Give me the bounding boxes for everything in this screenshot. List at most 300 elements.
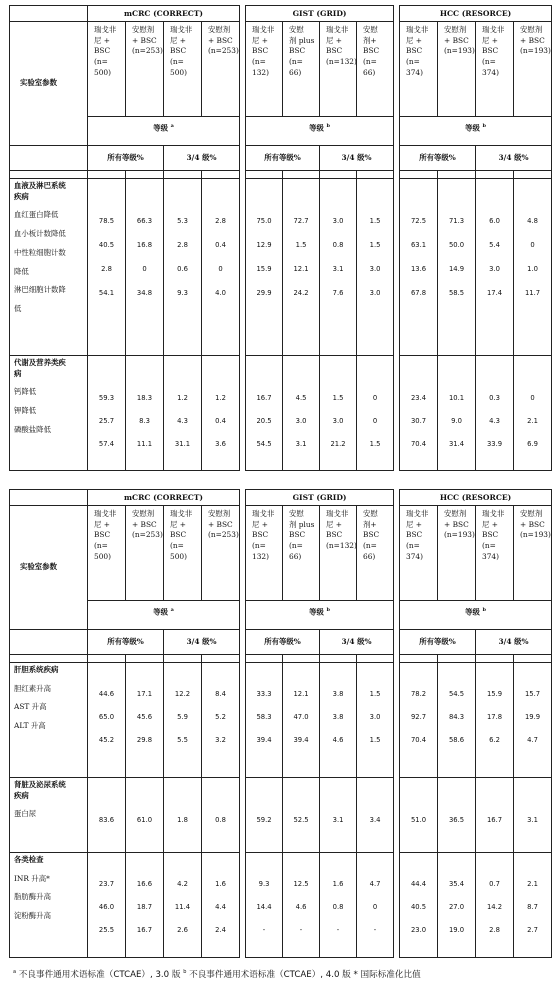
table-cell-value: 2.1 — [527, 416, 538, 425]
value-col-5 — [283, 179, 320, 356]
arm-header-line: (n= — [289, 541, 303, 551]
spacer-cell — [202, 655, 240, 663]
grade34-header: 3/4 级% — [164, 630, 240, 655]
table-cell-value: 4.5 — [295, 394, 307, 402]
grade34-header: 3/4 级% — [476, 630, 552, 655]
section-title-gap — [14, 801, 84, 809]
value-col-1 — [126, 853, 164, 958]
value-col-0 — [88, 663, 126, 778]
arm-header-line: 瑞戈非 — [482, 25, 505, 34]
table-cell-value: 15.9 — [256, 264, 272, 273]
table-cell-value: 9.3 — [177, 288, 188, 297]
value-col-3 — [202, 778, 240, 853]
spacer-cell — [514, 171, 552, 179]
header-row-arms — [10, 22, 552, 117]
table-cell-value: 44.4 — [410, 880, 427, 888]
value-col-5 — [283, 778, 320, 853]
table-cell-value: 52.5 — [293, 816, 309, 824]
value-col-5 — [283, 356, 320, 471]
table-cell-value: 6.9 — [527, 439, 538, 448]
value-spacer — [479, 358, 510, 394]
value-spacer — [205, 358, 236, 394]
arm-header-line: (n=193) — [520, 530, 551, 540]
table-cell-value: - — [262, 925, 266, 934]
param-label: 降低 — [14, 266, 29, 276]
table-cell-value: 61.0 — [136, 816, 153, 824]
arm-header-line: 安慰剂 — [444, 25, 467, 34]
section-title: 病 — [14, 368, 22, 378]
section-row — [10, 778, 552, 853]
value-spacer — [403, 358, 434, 394]
arm-header-line: (n= — [363, 57, 377, 67]
table-cell-value: 58.5 — [448, 288, 465, 297]
arm-header-line: (n=253) — [132, 530, 163, 540]
arm-header-line: + BSC — [208, 35, 233, 45]
table-cell-value: 1.5 — [369, 735, 381, 744]
arm-header-line: (n=132) — [326, 541, 357, 551]
value-col-2 — [164, 853, 202, 958]
arm-header-line: (n=253) — [132, 46, 163, 56]
arm-header-line: BSC — [326, 46, 343, 56]
arm-header-line: 瑞戈非 — [326, 509, 349, 518]
table-cell-value: 71.3 — [448, 217, 465, 225]
table-cell-value: 5.5 — [177, 735, 188, 744]
value-col-10 — [476, 853, 514, 958]
value-spacer — [205, 181, 236, 217]
arm-header-line: + BSC — [132, 35, 157, 45]
arm-header-line: 安慰剂 — [132, 25, 155, 34]
group-title-gist: GIST (GRID) — [246, 490, 394, 506]
spacer-cell — [164, 655, 202, 663]
table-cell-value: 4.2 — [177, 880, 188, 888]
arm-header-line: (n= — [482, 57, 496, 67]
footnote-mark-b: b — [183, 969, 187, 976]
arm-header-line: BSC — [289, 530, 306, 540]
arm-header-line: (n= — [289, 57, 303, 67]
table-cell-value: 17.4 — [486, 288, 503, 297]
spacer-cell — [88, 171, 126, 179]
grade-header-mcrc — [88, 601, 240, 630]
value-spacer — [167, 855, 198, 880]
value-spacer — [360, 181, 390, 217]
value-spacer — [249, 855, 279, 880]
spacer-cell — [164, 171, 202, 179]
all-grades-header: 所有等级% — [246, 146, 320, 171]
spacer-row — [10, 655, 552, 663]
section-row — [10, 179, 552, 356]
table-cell-value: 33.9 — [486, 439, 503, 448]
grade34-header: 3/4 级% — [320, 630, 394, 655]
grade-label: 等级 — [153, 123, 168, 133]
value-col-4 — [246, 853, 283, 958]
header-row-percent — [10, 146, 552, 171]
table-cell-value: 23.0 — [410, 925, 427, 934]
section-label-1 — [10, 356, 88, 471]
table-cell-value: 3.1 — [295, 439, 307, 448]
spacer-cell — [246, 655, 283, 663]
table-cell-value: 14.2 — [486, 902, 503, 911]
section-label-0 — [10, 663, 88, 778]
value-col-2 — [164, 356, 202, 471]
table-cell-value: 16.6 — [136, 880, 153, 888]
table-cell-value: 3.0 — [332, 416, 344, 425]
table-cell-value: 15.7 — [524, 690, 541, 698]
table-cell-value: 4.3 — [489, 416, 500, 425]
param-label: 钾降低 — [14, 406, 37, 416]
section-row — [10, 663, 552, 778]
table-cell-value: 24.2 — [293, 288, 309, 297]
table-cell-value: 19.9 — [524, 712, 541, 721]
table-cell-value: 3.2 — [215, 735, 226, 744]
table-cell-value: 15.9 — [486, 690, 503, 698]
arm-header-line: BSC — [363, 46, 380, 56]
value-col-9 — [438, 663, 476, 778]
table-cell-value: 1.5 — [369, 217, 381, 225]
value-col-1 — [126, 356, 164, 471]
arm-header-line: 132) — [252, 551, 270, 561]
section-title: 肝胆系统疾病 — [14, 665, 59, 674]
value-spacer — [286, 665, 316, 690]
spacer-cell — [320, 171, 357, 179]
table-cell-value: 8.7 — [527, 902, 538, 911]
table-cell-value: 11.1 — [136, 439, 153, 448]
arm-header-line: BSC — [406, 530, 423, 540]
table-cell-value: 92.7 — [410, 712, 427, 721]
header-row-grade — [10, 117, 552, 146]
arm-header-line: + BSC — [132, 519, 157, 529]
value-col-0 — [88, 179, 126, 356]
table-cell-value: 2.6 — [177, 925, 188, 934]
table-cell-value: 30.7 — [410, 416, 427, 425]
table-cell-value: 0.8 — [332, 240, 344, 249]
table-cell-value: 0.3 — [489, 394, 500, 402]
value-spacer — [91, 181, 122, 217]
table-cell-value: 25.5 — [98, 925, 115, 934]
arm-header-line: 尼 + — [94, 35, 110, 45]
grade34-header: 3/4 级% — [476, 146, 552, 171]
table-cell-value: 66.3 — [136, 217, 153, 225]
table-cell-value: 54.5 — [256, 439, 272, 448]
table-cell-value: 10.1 — [448, 394, 465, 402]
table-cell-value: 45.2 — [98, 735, 115, 744]
table-cell-value: 2.8 — [101, 264, 112, 273]
table-cell-value: 12.1 — [293, 690, 309, 698]
table-cell-value: 9.0 — [451, 416, 462, 425]
value-col-11 — [514, 179, 552, 356]
arm-header-line: 374) — [482, 551, 500, 561]
value-spacer — [323, 780, 353, 816]
table-cell-value: 2.4 — [215, 925, 226, 934]
arm-header-line: 尼 + — [326, 519, 342, 529]
arm-header-line: 尼 + — [252, 35, 268, 45]
value-col-3 — [202, 853, 240, 958]
table-cell-value: 29.8 — [136, 735, 153, 744]
table-cell-value: 50.0 — [448, 240, 465, 249]
percent-corner — [10, 630, 88, 655]
arm-header-line: (n=132) — [326, 57, 357, 67]
arm-header-line: (n= — [482, 541, 496, 551]
table-cell-value: 11.7 — [524, 288, 541, 297]
table-cell-value: 54.5 — [448, 690, 465, 698]
arm-header-line: 瑞戈非 — [406, 509, 429, 518]
header-corner — [10, 6, 88, 22]
grade-label: 等级 — [309, 607, 324, 617]
table-cell-value: 3.4 — [369, 816, 381, 824]
table-cell-value: 84.3 — [448, 712, 465, 721]
section-title-gap — [14, 866, 84, 874]
spacer-cell — [10, 655, 88, 663]
value-col-5 — [283, 853, 320, 958]
arm-header-line: 安慰 — [363, 509, 378, 518]
table-cell-value: 36.5 — [448, 816, 465, 824]
arm-header-line: 尼 + — [170, 35, 186, 45]
table-cell-value: 18.3 — [136, 394, 153, 402]
table-cell-value: 0.8 — [332, 902, 344, 911]
arm-header-line: (n= — [252, 541, 266, 551]
grade34-header: 3/4 级% — [164, 146, 240, 171]
value-spacer — [205, 665, 236, 690]
table-cell-value: 1.5 — [369, 240, 381, 249]
arm-header-line: (n= — [170, 57, 184, 67]
group-title-hcc: HCC (RESORCE) — [400, 490, 552, 506]
value-spacer — [91, 665, 122, 690]
grade-header-hcc — [400, 601, 552, 630]
table-cell-value: 58.6 — [448, 735, 465, 744]
table-cell-value: 1.8 — [177, 816, 188, 824]
footnote-text-a: 不良事件通用术语标准（CTCAE）, 3.0 版 — [16, 970, 184, 980]
table-cell-value: 45.6 — [136, 712, 153, 721]
value-spacer — [360, 780, 390, 816]
table-cell-value: 17.8 — [486, 712, 503, 721]
value-spacer — [517, 665, 548, 690]
header-row-percent — [10, 630, 552, 655]
arm-header-line: (n=193) — [444, 530, 475, 540]
arm-header-line: 132) — [252, 67, 270, 77]
param-label: AST 升高 — [14, 702, 47, 712]
spacer-cell — [400, 171, 438, 179]
arm-header-line: 尼 + — [406, 35, 422, 45]
arm-header-line: 安慰 — [289, 509, 304, 518]
table-cell-value: 40.5 — [98, 240, 115, 249]
table-cell-value: 3.0 — [295, 416, 307, 425]
header-corner — [10, 490, 88, 506]
table-cell-value: 0.4 — [215, 240, 226, 249]
value-col-11 — [514, 853, 552, 958]
value-col-6 — [320, 853, 357, 958]
value-spacer — [286, 780, 316, 816]
table-cell-value: 4.4 — [215, 902, 226, 911]
value-col-11 — [514, 356, 552, 471]
value-spacer — [205, 855, 236, 880]
arm-header-line: 瑞戈非 — [482, 509, 505, 518]
table-cell-value: 18.7 — [136, 902, 153, 911]
value-spacer — [517, 780, 548, 816]
arm-header-line: BSC — [170, 46, 187, 56]
header-row-groups — [10, 6, 552, 22]
table-cell-value: 2.8 — [215, 217, 226, 225]
value-spacer — [129, 665, 160, 690]
arm-header-line: 尼 + — [170, 519, 186, 529]
header-row-grade — [10, 601, 552, 630]
param-label: 钙降低 — [14, 387, 37, 397]
table-cell-value: 83.6 — [98, 816, 115, 824]
arm-header-line: BSC — [482, 530, 499, 540]
arm-header-line: 安慰剂 — [208, 509, 231, 518]
table-cell-value: 8.4 — [215, 690, 226, 698]
grade-mark: b — [326, 123, 330, 129]
table-cell-value: 8.3 — [139, 416, 150, 425]
value-spacer — [91, 358, 122, 394]
grade-mark: a — [170, 607, 174, 613]
table-cell-value: 5.4 — [489, 240, 500, 249]
grade-header-gist — [246, 117, 394, 146]
spacer-cell — [357, 655, 394, 663]
arm-header-mcrc-1 — [126, 22, 164, 117]
arm-header-hcc-1 — [438, 506, 476, 601]
table-cell-value: 5.2 — [215, 712, 226, 721]
value-col-1 — [126, 663, 164, 778]
arm-header-line: 尼 + — [406, 519, 422, 529]
arm-header-line: 安慰 — [289, 25, 304, 34]
table-cell-value: 35.4 — [448, 880, 465, 888]
table-cell-value: 19.0 — [448, 925, 465, 934]
arm-header-line: (n=253) — [208, 530, 239, 540]
arm-header-line: BSC — [94, 530, 111, 540]
lab-table-part-1 — [9, 5, 552, 471]
section-title: 代谢及营养类疾 — [14, 358, 66, 367]
section-row — [10, 356, 552, 471]
arm-header-line: BSC — [482, 46, 499, 56]
all-grades-header: 所有等级% — [88, 146, 164, 171]
footnote-text-b: 不良事件通用术语标准（CTCAE）, 4.0 版 * 国际标准化比值 — [186, 970, 421, 980]
table-cell-value: 39.4 — [293, 735, 309, 744]
value-spacer — [91, 855, 122, 880]
table-cell-value: 4.0 — [215, 288, 226, 297]
arm-header-line: (n= — [94, 541, 108, 551]
table-cell-value: 12.2 — [174, 690, 191, 698]
value-col-7 — [357, 356, 394, 471]
table-cell-value: 46.0 — [98, 902, 115, 911]
arm-header-line: + BSC — [444, 35, 469, 45]
value-col-9 — [438, 179, 476, 356]
table-cell-value: 14.4 — [256, 902, 272, 911]
value-col-6 — [320, 179, 357, 356]
arm-header-gist-1 — [283, 506, 320, 601]
table-cell-value: 59.3 — [98, 394, 115, 402]
spacer-cell — [438, 171, 476, 179]
arm-header-line: 瑞戈非 — [252, 25, 275, 34]
spacer-row — [10, 171, 552, 179]
value-spacer — [129, 181, 160, 217]
value-spacer — [441, 780, 472, 816]
value-spacer — [167, 181, 198, 217]
grade34-header: 3/4 级% — [320, 146, 394, 171]
param-label: 低 — [14, 304, 22, 314]
section-title-gap — [14, 379, 84, 387]
table-cell-value: 3.8 — [332, 690, 344, 698]
arm-header-hcc-0 — [400, 506, 438, 601]
all-grades-header: 所有等级% — [88, 630, 164, 655]
table-cell-value: 3.6 — [215, 439, 226, 448]
arm-header-line: 66) — [363, 67, 376, 77]
table-cell-value: 14.9 — [448, 264, 465, 273]
arm-header-line: 尼 + — [94, 519, 110, 529]
section-title-gap — [14, 202, 84, 210]
spacer-cell — [438, 655, 476, 663]
value-col-8 — [400, 179, 438, 356]
table-cell-value: 75.0 — [256, 217, 272, 225]
table-cell-value: 1.5 — [369, 439, 381, 448]
value-spacer — [479, 780, 510, 816]
param-label: 血红蛋白降低 — [14, 210, 59, 220]
arm-header-line: (n=193) — [520, 46, 551, 56]
group-title-mcrc: mCRC (CORRECT) — [88, 6, 240, 22]
arm-header-line: 安慰剂 — [444, 509, 467, 518]
grade-mark: b — [482, 607, 486, 613]
spacer-cell — [246, 171, 283, 179]
grade-label: 等级 — [465, 607, 480, 617]
arm-header-hcc-1 — [438, 22, 476, 117]
value-spacer — [360, 665, 390, 690]
table-cell-value: 6.0 — [489, 217, 500, 225]
value-col-1 — [126, 179, 164, 356]
table-cell-value: 1.5 — [332, 394, 344, 402]
arm-header-line: 瑞戈非 — [94, 25, 117, 34]
table-cell-value: 13.6 — [410, 264, 427, 273]
spacer-cell — [514, 655, 552, 663]
value-spacer — [323, 855, 353, 880]
arm-header-line: (n= — [406, 57, 420, 67]
arm-header-line: BSC — [363, 530, 380, 540]
param-label: ALT 升高 — [14, 721, 46, 731]
table-cell-value: 65.0 — [98, 712, 115, 721]
value-spacer — [403, 780, 434, 816]
table-cell-value: 70.4 — [410, 439, 427, 448]
value-spacer — [167, 665, 198, 690]
grade-header-mcrc — [88, 117, 240, 146]
arm-header-hcc-3 — [514, 22, 552, 117]
table-cell-value: 23.4 — [410, 394, 427, 402]
table-cell-value: 0 — [218, 264, 223, 273]
value-col-8 — [400, 778, 438, 853]
spacer-cell — [320, 655, 357, 663]
value-col-9 — [438, 778, 476, 853]
table-cell-value: 21.2 — [330, 439, 346, 448]
section-label-1 — [10, 778, 88, 853]
value-col-2 — [164, 778, 202, 853]
table-cell-value: 39.4 — [256, 735, 272, 744]
arm-header-line: 剂+ — [363, 519, 377, 529]
value-spacer — [91, 780, 122, 816]
table-cell-value: 40.5 — [410, 902, 427, 911]
arm-header-gist-3 — [357, 506, 394, 601]
param-label: 淀粉酶升高 — [14, 911, 51, 921]
value-spacer — [479, 181, 510, 217]
table-cell-value: 47.0 — [293, 712, 309, 721]
arm-header-mcrc-0 — [88, 506, 126, 601]
value-col-10 — [476, 179, 514, 356]
table-cell-value: - — [299, 925, 303, 934]
value-spacer — [517, 855, 548, 880]
table-cell-value: 16.7 — [136, 925, 153, 934]
arm-header-mcrc-1 — [126, 506, 164, 601]
arm-header-mcrc-2 — [164, 22, 202, 117]
value-spacer — [403, 181, 434, 217]
arm-header-line: 瑞戈非 — [94, 509, 117, 518]
table-cell-value: 2.1 — [527, 880, 538, 888]
value-col-7 — [357, 778, 394, 853]
value-spacer — [517, 181, 548, 217]
